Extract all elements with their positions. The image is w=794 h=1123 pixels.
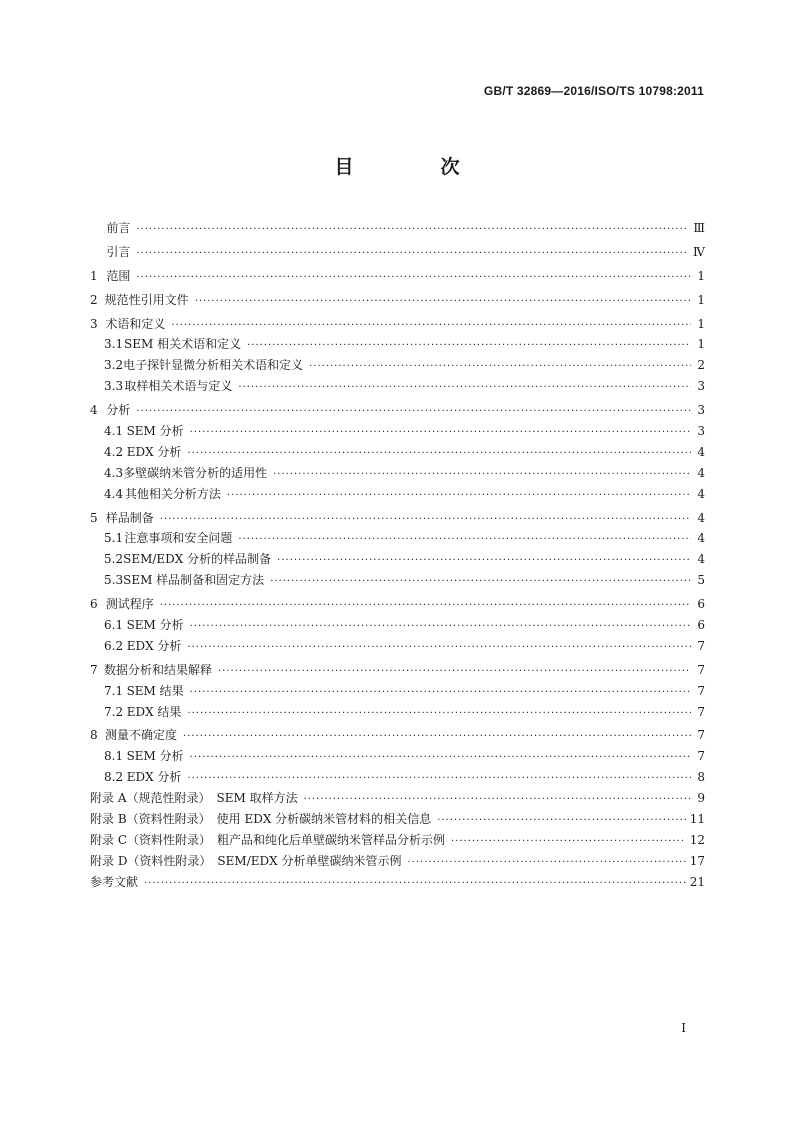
toc-entry-number: 5.1 <box>104 531 124 546</box>
toc-entry-number: 5 <box>90 510 98 525</box>
toc-entry-number: 4.1 <box>104 424 124 439</box>
toc-entry[interactable] <box>90 636 705 657</box>
table-of-contents <box>90 215 705 893</box>
toc-entry-label: 参考文献 <box>90 874 139 889</box>
toc-leader-dots <box>160 596 691 616</box>
toc-entry-label: SEM 相关术语和定义 <box>124 337 242 352</box>
toc-entry-page: 1 <box>697 316 705 331</box>
toc-leader-dots <box>187 769 691 789</box>
toc-leader-dots <box>304 790 691 810</box>
toc-entry[interactable] <box>90 549 705 570</box>
toc-entry[interactable] <box>90 266 705 287</box>
toc-entry[interactable] <box>90 528 705 549</box>
toc-entry-page: 4 <box>697 486 705 501</box>
toc-entry-label: 附录 B（资料性附录） 使用 EDX 分析碳纳米管材料的相关信息 <box>90 812 432 827</box>
standard-code: GB/T 32869—2016/ISO/TS 10798:2011 <box>483 84 704 98</box>
toc-leader-dots <box>136 244 689 264</box>
toc-entry[interactable] <box>90 830 705 851</box>
toc-entry-page: 6 <box>697 618 705 633</box>
toc-entry-number: 3.3 <box>104 379 124 394</box>
toc-entry-label: 范围 <box>106 268 131 283</box>
toc-entry-label: SEM 分析 <box>126 749 184 764</box>
toc-entry-label: 引言 <box>106 244 131 259</box>
toc-leader-dots <box>187 638 691 658</box>
toc-leader-dots <box>408 853 686 873</box>
toc-entry-label: EDX 分析 <box>126 638 182 653</box>
toc-entry-number: 6 <box>90 597 98 612</box>
toc-leader-dots <box>190 748 691 768</box>
toc-entry-number: 8.1 <box>104 749 124 764</box>
toc-entry[interactable] <box>90 242 705 263</box>
toc-entry-page: 4 <box>697 465 705 480</box>
toc-leader-dots <box>451 832 686 852</box>
toc-entry-label: 数据分析和结果解释 <box>103 662 212 677</box>
toc-leader-dots <box>136 220 689 240</box>
toc-leader-dots <box>227 486 691 506</box>
toc-leader-dots <box>190 683 691 703</box>
toc-entry-label: 其他相关分析方法 <box>124 486 221 501</box>
toc-leader-dots <box>238 378 691 398</box>
toc-entry[interactable] <box>90 570 705 591</box>
toc-entry-page: 5 <box>697 573 705 588</box>
toc-entry-label: EDX 结果 <box>126 704 182 719</box>
toc-entry-page: Ⅳ <box>693 244 705 259</box>
toc-entry-label: SEM 结果 <box>126 683 184 698</box>
toc-entry-number: 4.2 <box>104 444 124 459</box>
toc-entry[interactable] <box>90 681 705 702</box>
toc-entry[interactable] <box>90 594 705 615</box>
toc-entry[interactable] <box>90 218 705 239</box>
toc-entry[interactable] <box>90 872 705 893</box>
toc-entry-number: 1 <box>90 268 98 283</box>
toc-entry[interactable] <box>90 615 705 636</box>
toc-leader-dots <box>190 423 691 443</box>
toc-entry-label: 注意事项和安全问题 <box>124 531 233 546</box>
toc-leader-dots <box>187 444 691 464</box>
toc-entry-label: 规范性引用文件 <box>104 292 189 307</box>
toc-entry-page: 4 <box>697 510 705 525</box>
toc-entry-page: 4 <box>697 552 705 567</box>
toc-leader-dots <box>270 572 691 592</box>
toc-entry-page: 21 <box>689 874 705 889</box>
toc-entry[interactable] <box>90 725 705 746</box>
toc-entry-number: 3 <box>90 316 98 331</box>
toc-entry[interactable] <box>90 376 705 397</box>
toc-entry-number: 7 <box>90 662 98 677</box>
toc-entry[interactable] <box>90 809 705 830</box>
toc-entry-label: 测试程序 <box>105 597 154 612</box>
toc-entry-label: 附录 D（资料性附录） SEM/EDX 分析单壁碳纳米管示例 <box>90 853 402 868</box>
toc-leader-dots <box>136 402 691 422</box>
toc-entry[interactable] <box>90 788 705 809</box>
toc-leader-dots <box>309 357 691 377</box>
toc-entry-page: 17 <box>689 853 705 868</box>
toc-entry-page: 8 <box>697 770 705 785</box>
toc-entry-number: 5.3 <box>104 573 124 588</box>
toc-leader-dots <box>273 465 691 485</box>
toc-entry-label: 附录 A（规范性附录） SEM 取样方法 <box>90 791 298 806</box>
toc-entry[interactable] <box>90 767 705 788</box>
toc-entry[interactable] <box>90 400 705 421</box>
toc-entry[interactable] <box>90 851 705 872</box>
toc-entry-number: 6.2 <box>104 638 124 653</box>
toc-entry-label: 电子探针显微分析相关术语和定义 <box>123 358 304 373</box>
toc-entry-page: 12 <box>689 832 705 847</box>
toc-entry-label: EDX 分析 <box>126 444 182 459</box>
toc-entry[interactable] <box>90 442 705 463</box>
toc-leader-dots <box>187 704 691 724</box>
toc-leader-dots <box>247 336 691 356</box>
toc-leader-dots <box>136 268 691 288</box>
toc-entry-page: Ⅲ <box>693 221 705 235</box>
toc-entry-number: 7.2 <box>104 704 124 719</box>
toc-entry-label: 取样相关术语与定义 <box>124 379 233 394</box>
toc-entry[interactable] <box>90 746 705 767</box>
toc-entry[interactable] <box>90 463 705 484</box>
toc-entry-page: 7 <box>697 704 705 719</box>
toc-entry[interactable] <box>90 702 705 723</box>
toc-leader-dots <box>183 727 691 747</box>
toc-entry-page: 7 <box>697 728 705 743</box>
toc-entry[interactable] <box>90 334 705 355</box>
toc-entry-page: 3 <box>697 379 705 394</box>
toc-entry-number: 4 <box>90 403 98 418</box>
toc-entry[interactable] <box>90 290 705 311</box>
toc-entry[interactable] <box>90 314 705 335</box>
toc-entry-label: SEM/EDX 分析的样品制备 <box>123 552 272 567</box>
toc-entry-page: 11 <box>689 812 705 827</box>
toc-leader-dots <box>238 530 691 550</box>
toc-entry-page: 2 <box>697 358 705 373</box>
footer-page-number: Ⅰ <box>681 1021 686 1035</box>
toc-entry-number: 3.1 <box>104 337 124 352</box>
toc-entry-number: 2 <box>90 292 98 307</box>
toc-entry-number: 8 <box>90 728 98 743</box>
toc-entry-page: 4 <box>697 444 705 459</box>
toc-entry-page: 7 <box>697 662 705 677</box>
toc-entry-number: 4.4 <box>104 486 124 501</box>
toc-entry-page: 7 <box>697 749 705 764</box>
toc-entry-label: SEM 分析 <box>126 618 184 633</box>
toc-entry-page: 3 <box>697 403 705 418</box>
toc-entry-page: 1 <box>697 337 705 352</box>
toc-entry[interactable] <box>90 660 705 681</box>
toc-entry[interactable] <box>90 421 705 442</box>
toc-entry-page: 1 <box>697 268 705 283</box>
toc-entry-label: 分析 <box>106 403 131 418</box>
toc-entry-label: 附录 C（资料性附录） 粗产品和纯化后单壁碳纳米管样品分析示例 <box>90 832 445 847</box>
toc-entry-number: 3.2 <box>104 358 124 373</box>
toc-leader-dots <box>160 510 691 530</box>
toc-entry[interactable] <box>90 484 705 505</box>
toc-entry-page: 9 <box>697 791 705 806</box>
toc-leader-dots <box>437 811 686 831</box>
toc-leader-dots <box>218 662 691 682</box>
toc-entry-label: SEM 分析 <box>126 424 184 439</box>
toc-entry-number: 5.2 <box>104 552 124 567</box>
toc-entry-page: 7 <box>697 683 705 698</box>
toc-entry-page: 7 <box>697 638 705 653</box>
toc-entry[interactable] <box>90 508 705 529</box>
toc-leader-dots <box>190 617 691 637</box>
toc-entry-number: 7.1 <box>104 683 124 698</box>
toc-entry-page: 1 <box>697 292 705 307</box>
toc-entry-label: 测量不确定度 <box>105 728 178 743</box>
toc-entry-label: 多壁碳纳米管分析的适用性 <box>123 465 268 480</box>
toc-leader-dots <box>195 292 691 312</box>
toc-entry-number: 4.3 <box>104 465 124 480</box>
toc-entry-label: 术语和定义 <box>105 316 166 331</box>
page-title: 目 次 <box>334 156 494 178</box>
toc-entry-label: 样品制备 <box>105 510 154 525</box>
toc-entry-label: 前言 <box>106 221 131 235</box>
toc-entry-number: 8.2 <box>104 770 124 785</box>
toc-entry[interactable] <box>90 355 705 376</box>
toc-entry-label: EDX 分析 <box>126 770 182 785</box>
toc-entry-page: 4 <box>697 531 705 546</box>
toc-entry-label: SEM 样品制备和固定方法 <box>123 573 265 588</box>
toc-leader-dots <box>277 551 691 571</box>
toc-entry-number: 6.1 <box>104 618 124 633</box>
toc-leader-dots <box>144 874 686 894</box>
toc-leader-dots <box>171 316 691 336</box>
toc-entry-page: 6 <box>697 597 705 612</box>
toc-entry-page: 3 <box>697 424 705 439</box>
